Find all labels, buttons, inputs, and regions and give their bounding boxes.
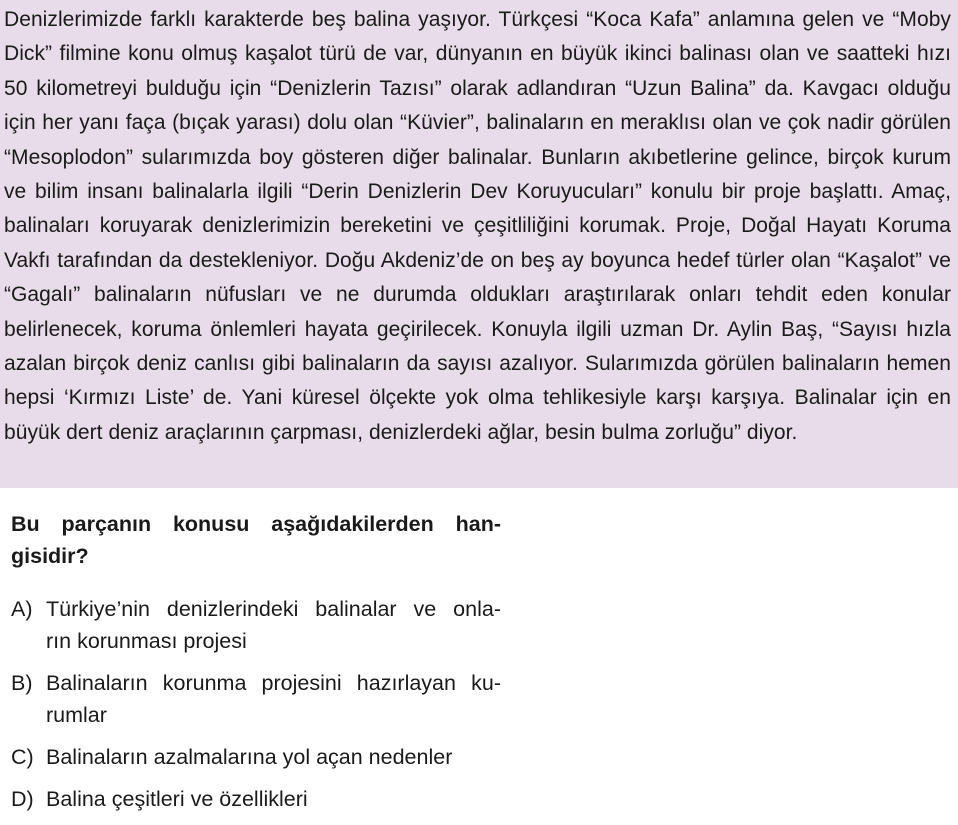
answer-options [11, 593, 501, 825]
reading-passage-text: Denizlerimizde farklı karakterde beş balina yaşıyor. Türkçesi “Koca Kafa” anlamına gelen ve “Moby Dick” filmine konu olmuş kaşalot türü de var, dünyanın en büyük ikinci balinası olan ve saatteki hızı 50 kilometreyi bulduğu için “Denizlerin Tazısı” olarak adlandıran “Uzun Balina” da. Kavgacı olduğu için her yanı faça (bıçak yarası) dolu olan “Küvier”, balinaların en meraklısı olan ve çok nadir görülen “Mesoplodon” sularımızda boy gösteren diğer balinalar. Bunların akıbetlerine gelince, birçok kurum ve bilim insanı balinalarla ilgili “Derin Denizlerin Dev Koruyucuları” konulu bir proje başlattı. Amaç, balinaları koruyarak denizlerimizin bereketini ve çeşitliliğini korumak. Proje, Doğal Hayatı Koruma Vakfı tarafından da destekleniyor. Doğu Akdeniz’de on beş ay boyunca hedef türler olan “Kaşalot” ve “Gagalı” balinaların nüfusları ve ne durumda oldukları araştırılarak onları tehdit eden konular belirlenecek, koruma önlemleri hayata geçirilecek. Konuyla ilgili uzman Dr. Aylin Baş, “Sayısı hızla azalan birçok deniz canlısı gibi balinaların da sayısı azalıyor. Sularımızda görülen balinaların hemen hepsi ‘Kırmızı Liste’ de. Yani küresel ölçekte yok olma tehlikesiyle karşı karşıya. Balinalar için en büyük dert deniz araçlarının çarpması, denizlerdeki ağlar, besin bulma zorluğu” diyor. [4, 8, 951, 444]
option-a-line-1: Türkiye’nin denizlerindeki balinalar ve onla- [46, 597, 501, 621]
option-b-line-1: Balinaların korunma projesini hazırlayan ku- [46, 671, 501, 695]
option-d-line-1: Balina çeşitleri ve özellikleri [46, 787, 308, 811]
option-b-line-2: rumlar [46, 703, 107, 727]
option-a-letter: A) [11, 597, 33, 621]
option-c-line-1: Balinaların azalmalarına yol açan nedenler [46, 745, 453, 769]
option-c-letter: C) [11, 745, 34, 769]
option-a-text [46, 593, 501, 657]
option-d-text [46, 783, 501, 815]
option-a-line-2: rın korunması projesi [46, 629, 247, 653]
option-c[interactable] [11, 741, 501, 773]
option-d[interactable] [11, 783, 501, 815]
option-a[interactable] [11, 593, 501, 657]
option-b-letter: B) [11, 671, 33, 695]
option-b-text [46, 667, 501, 731]
question-prompt [11, 508, 501, 572]
option-d-letter: D) [11, 787, 34, 811]
question-line-1: Bu parçanın konusu aşağıdakilerden han- [11, 512, 501, 536]
option-b[interactable] [11, 667, 501, 731]
question-line-2: gisidir? [11, 544, 89, 568]
option-c-text [46, 741, 501, 773]
